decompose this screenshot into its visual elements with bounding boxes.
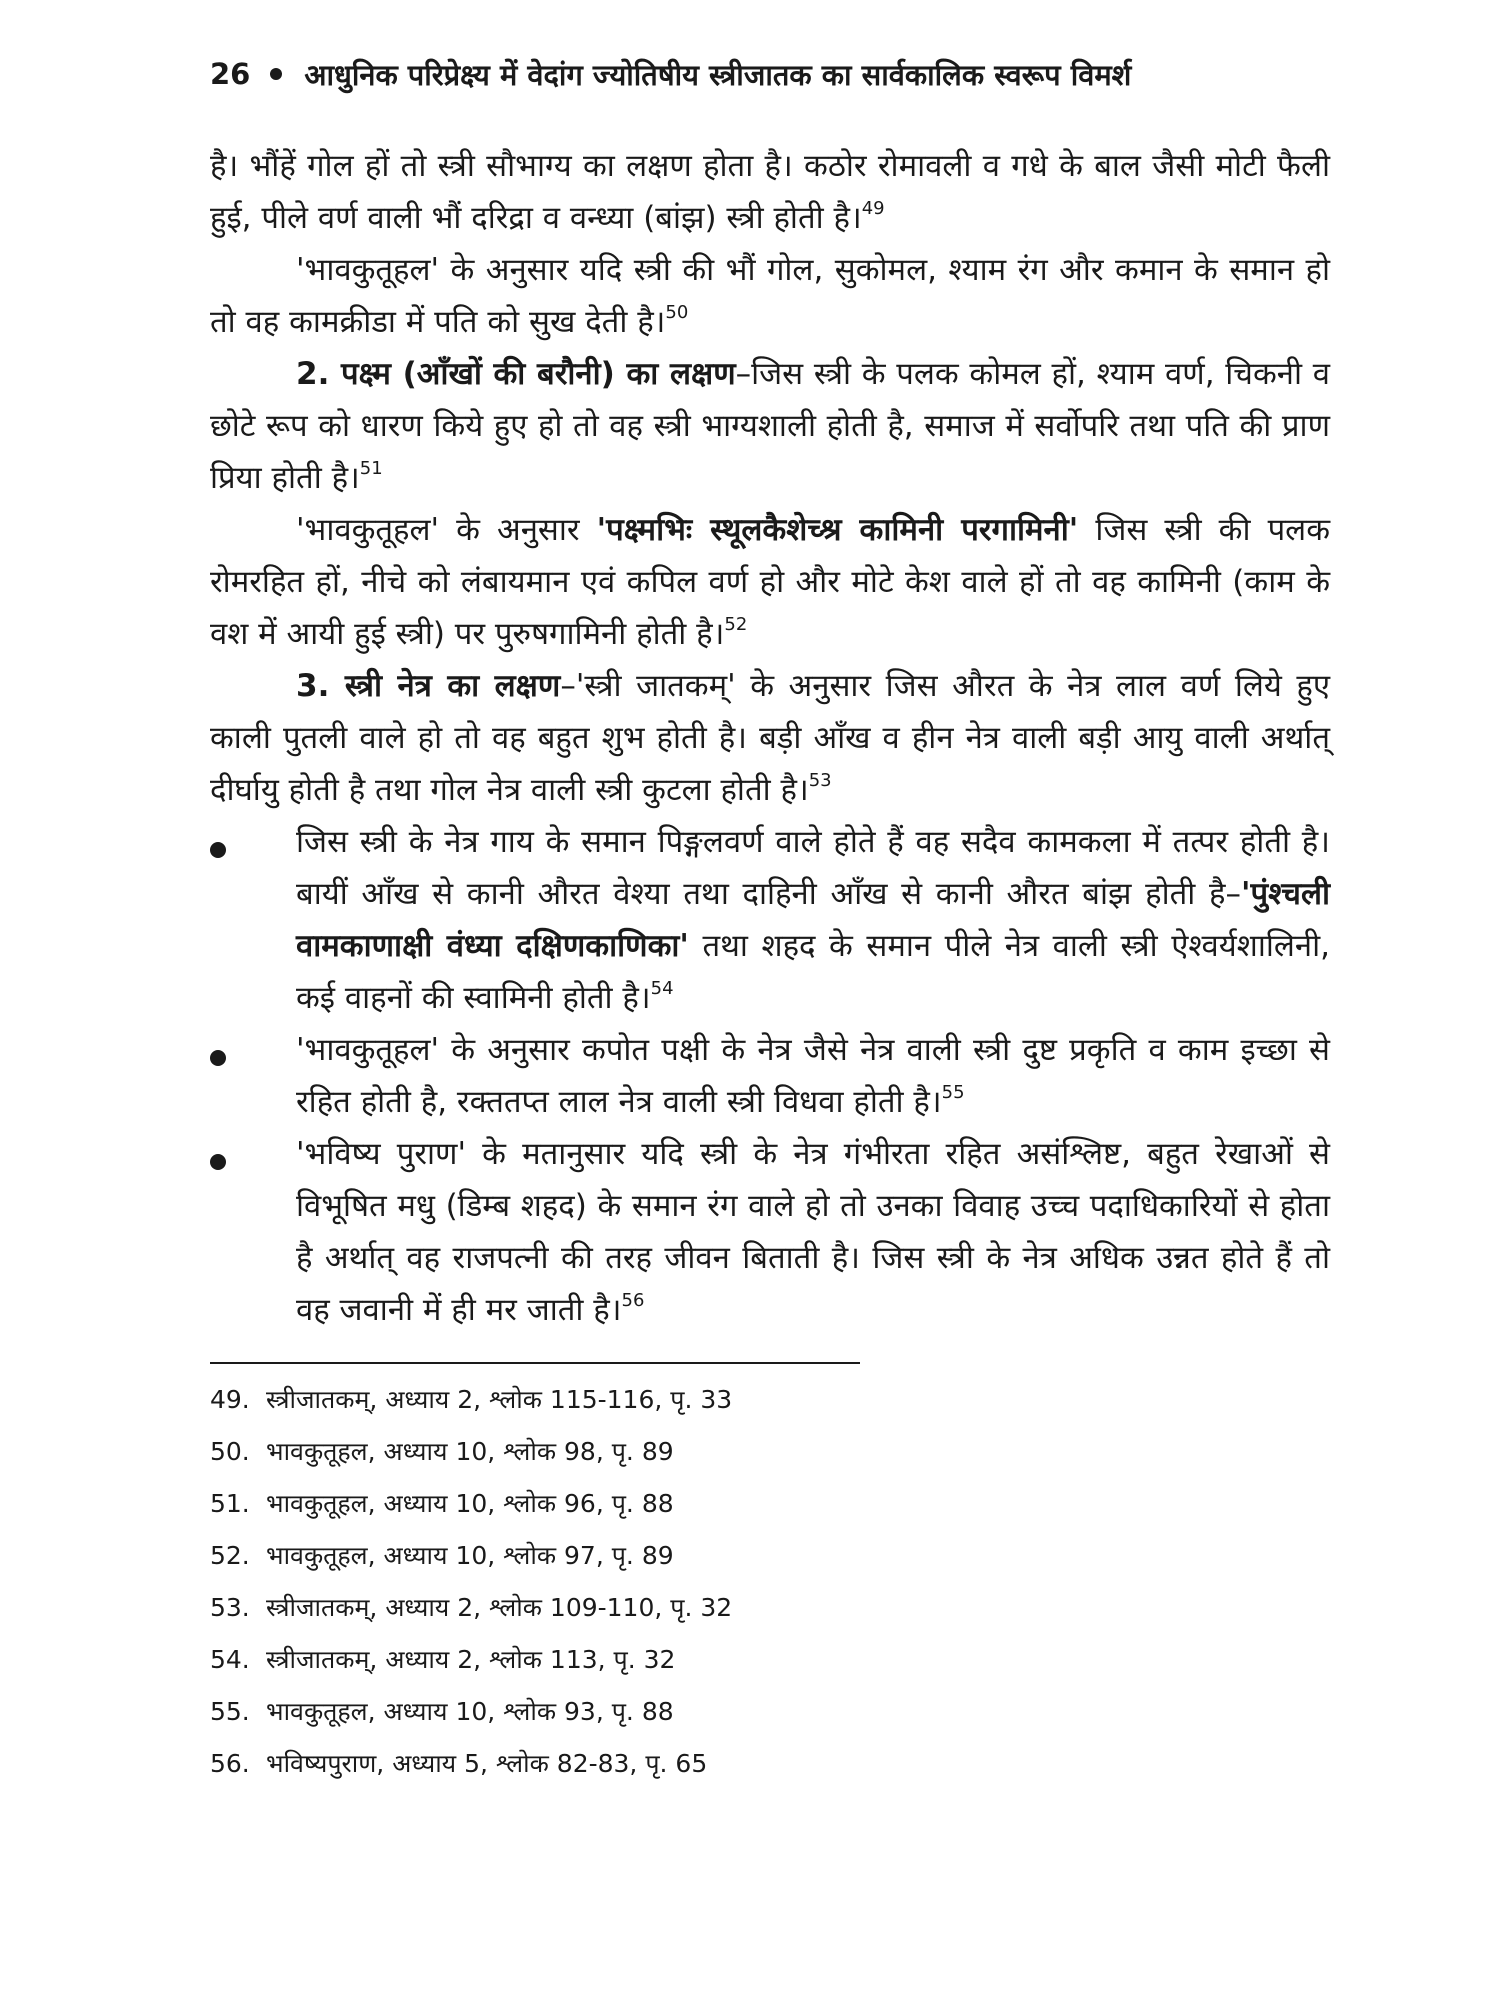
sanskrit-quote: 'पक्ष्मभिः स्थूलकैशेच्श्र कामिनी परगामिनी' bbox=[596, 512, 1079, 548]
footnote-ref: 49 bbox=[861, 198, 885, 219]
bullet-icon bbox=[210, 1050, 226, 1066]
footnote: 56. भविष्यपुराण, अध्याय 5, श्लोक 82-83, पृ. 65 bbox=[210, 1749, 708, 1778]
footnote: 55. भावकुतूहल, अध्याय 10, श्लोक 93, पृ. 88 bbox=[210, 1697, 674, 1726]
bullet-icon bbox=[210, 842, 226, 858]
footnotes bbox=[210, 1374, 1330, 1790]
footnote-ref: 56 bbox=[621, 1290, 645, 1311]
footnote-ref: 55 bbox=[941, 1082, 965, 1103]
main-text bbox=[210, 140, 1330, 1336]
footnote-ref: 53 bbox=[808, 770, 832, 791]
footnote: 51. भावकुतूहल, अध्याय 10, श्लोक 96, पृ. 88 bbox=[210, 1489, 674, 1518]
paragraph-1: है। भौंहें गोल हों तो स्त्री सौभाग्य का लक्षण होता है। कठोर रोमावली व गधे के बाल जैसी मोटी फैली हुई, पीले वर्ण वाली भौं दरिद्रा व वन्ध्या (बांझ) स्त्री होती है।$^{49}$ bbox=[210, 148, 1330, 236]
footnote-ref: 50 bbox=[665, 302, 689, 323]
paragraph-5: 3. स्त्री नेत्र का लक्षण–'स्त्री जातकम्' के अनुसार जिस औरत के नेत्र लाल वर्ण लिये हुए काली पुतली वाले हो तो वह बहुत शुभ होती है। बड़ी आँख व हीन नेत्र वाली बड़ी आयु वाली अर्थात् दीर्घायु होती है तथा गोल नेत्र वाली स्त्री कुटला होती है।$^{53}$ bbox=[210, 668, 1330, 808]
running-title: आधुनिक परिप्रेक्ष्य में वेदांग ज्योतिषीय स्त्रीजातक का सार्वकालिक स्वरूप विमर्श bbox=[304, 57, 1132, 92]
footnote-ref: 51 bbox=[359, 458, 383, 479]
footnote: 49. स्त्रीजातकम्, अध्याय 2, श्लोक 115-116, पृ. 33 bbox=[210, 1385, 733, 1414]
paragraph-3: 2. पक्ष्म (आँखों की बरौनी) का लक्षण–जिस स्त्री के पलक कोमल हों, श्याम वर्ण, चिकनी व छोटे रूप को धारण किये हुए हो तो वह स्त्री भाग्यशाली होती है, समाज में सर्वोपरि तथा पति की प्राण प्रिया होती है।$^{51}$ bbox=[210, 356, 1330, 496]
footnote: 52. भावकुतूहल, अध्याय 10, श्लोक 97, पृ. 89 bbox=[210, 1541, 674, 1570]
footnote: 54. स्त्रीजातकम्, अध्याय 2, श्लोक 113, पृ. 32 bbox=[210, 1645, 676, 1674]
section-heading: 2. पक्ष्म (आँखों की बरौनी) का लक्षण bbox=[296, 356, 736, 392]
running-header bbox=[210, 48, 1330, 100]
sanskrit-quote: 'पुंश्चली वामकाणाक्षी वंध्या दक्षिणकाणिका' bbox=[296, 876, 1330, 964]
paragraph-4: 'भावकुतूहल' के अनुसार 'पक्ष्मभिः स्थूलकैशेच्श्र कामिनी परगामिनी' जिस स्त्री की पलक रोमरहित हों, नीचे को लंबायमान एवं कपिल वर्ण हो और मोटे केश वाले हों तो वह कामिनी (काम के वश में आयी हुई स्त्री) पर पुरुषगामिनी होती है।$^{52}$ bbox=[210, 512, 1331, 652]
list-item: 'भविष्य पुराण' के मतानुसार यदि स्त्री के नेत्र गंभीरता रहित असंश्लिष्ट, बहुत रेखाओं से विभूषित मधु (डिम्ब शहद) के समान रंग वाले हो तो उनका विवाह उच्च पदाधिकारियों से होता है अर्थात् वह राजपत्नी की तरह जीवन बिताती है। जिस स्त्री के नेत्र अधिक उन्नत होते हैं तो वह जवानी में ही मर जाती है।$^{56}$ bbox=[210, 1128, 1330, 1336]
page-number: 26 bbox=[210, 57, 251, 91]
footnote: 50. भावकुतूहल, अध्याय 10, श्लोक 98, पृ. 89 bbox=[210, 1437, 674, 1466]
paragraph-2: 'भावकुतूहल' के अनुसार यदि स्त्री की भौं गोल, सुकोमल, श्याम रंग और कमान के समान हो तो वह कामक्रीडा में पति को सुख देती है।$^{50}$ bbox=[210, 252, 1330, 340]
bullet-icon bbox=[210, 1154, 226, 1170]
section-heading: 3. स्त्री नेत्र का लक्षण bbox=[296, 668, 561, 704]
bullet-list bbox=[210, 816, 1330, 1336]
list-item: 'भावकुतूहल' के अनुसार कपोत पक्षी के नेत्र जैसे नेत्र वाली स्त्री दुष्ट प्रकृति व काम इच्छा से रहित होती है, रक्ततप्त लाल नेत्र वाली स्त्री विधवा होती है।$^{55}$ bbox=[210, 1024, 1330, 1128]
bullet-separator-icon bbox=[270, 68, 282, 80]
footnote-ref: 54 bbox=[650, 978, 674, 999]
footnote: 53. स्त्रीजातकम्, अध्याय 2, श्लोक 109-110, पृ. 32 bbox=[210, 1593, 733, 1622]
footnote-ref: 52 bbox=[724, 614, 748, 635]
list-item: जिस स्त्री के नेत्र गाय के समान पिङ्गलवर्ण वाले होते हैं वह सदैव कामकला में तत्पर होती है। बायीं आँख से कानी औरत वेश्या तथा दाहिनी आँख से कानी औरत बांझ होती है–'पुंश्चली वामकाणाक्षी वंध्या दक्षिणकाणिका' तथा शहद के समान पीले नेत्र वाली स्त्री ऐश्वर्यशालिनी, कई वाहनों की स्वामिनी होती है।$^{54}$ bbox=[210, 816, 1330, 1024]
footnote-divider bbox=[210, 1362, 860, 1364]
